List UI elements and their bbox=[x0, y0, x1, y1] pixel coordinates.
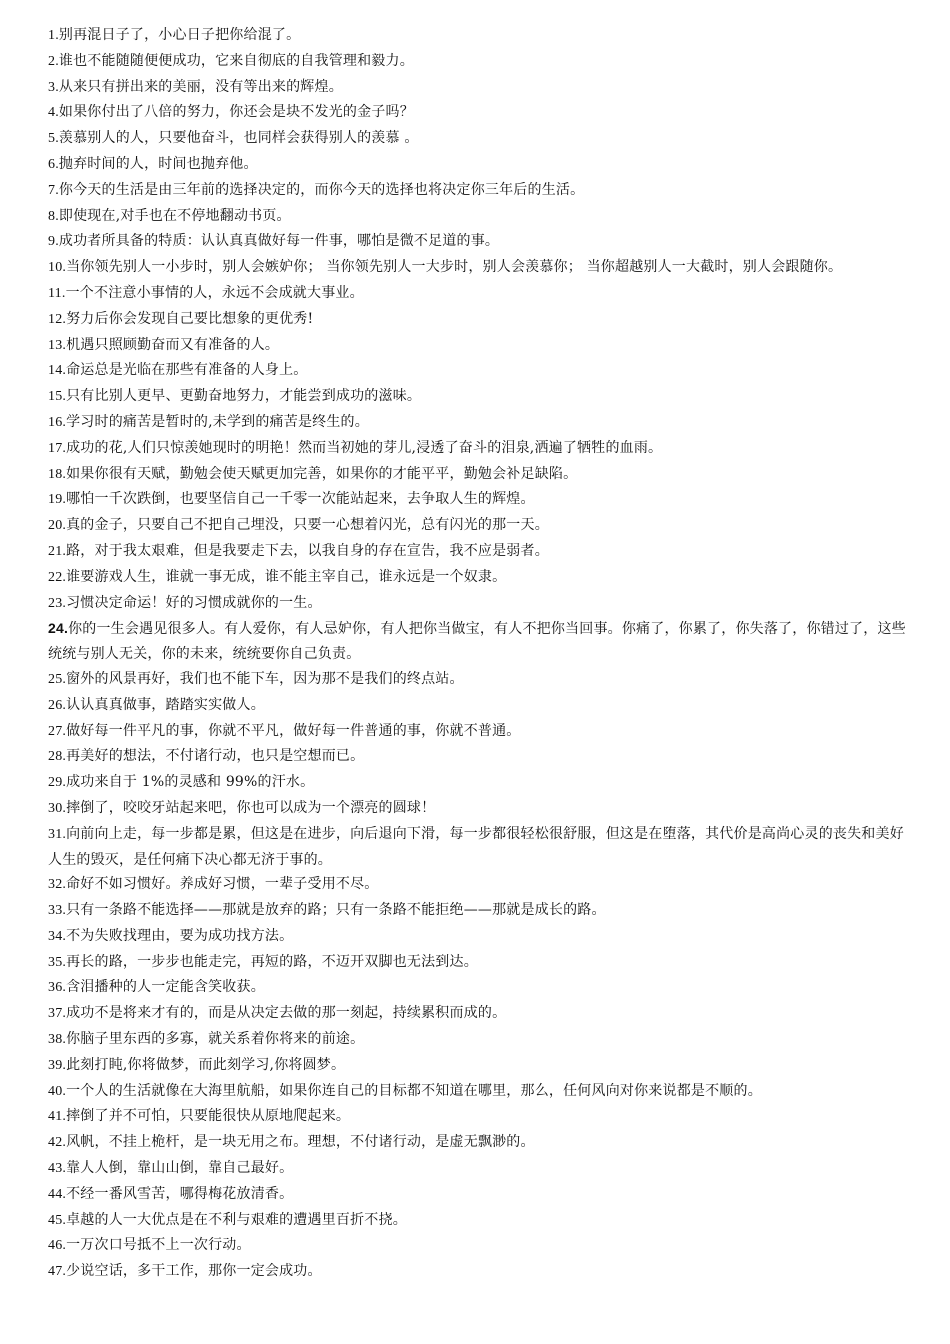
quote-item bbox=[48, 872, 910, 898]
quote-item bbox=[48, 616, 910, 667]
quote-text: 向前向上走，每一步都是累，但这是在进步，向后退向下滑，每一步都很轻松很舒服，但这是在堕落，其代价是高尚心灵的丧失和美好人生的毁灭，是任何痛下决心都无济于事的。 bbox=[48, 825, 904, 868]
quote-item bbox=[48, 1233, 910, 1259]
quote-item bbox=[48, 1053, 910, 1079]
quote-number: 17. bbox=[48, 440, 67, 456]
quote-number: 3. bbox=[48, 79, 59, 95]
quote-number: 10. bbox=[48, 260, 67, 276]
quote-item bbox=[48, 975, 910, 1001]
quote-text: 摔倒了，咬咬牙站起来吧，你也可以成为一个漂亮的圆球！ bbox=[66, 799, 436, 816]
quote-item bbox=[48, 204, 910, 230]
quote-item bbox=[48, 358, 910, 384]
quote-text: 谁要游戏人生，谁就一事无成，谁不能主宰自己，谁永远是一个奴隶。 bbox=[66, 568, 507, 585]
quote-item bbox=[48, 719, 910, 745]
quote-number: 23. bbox=[48, 595, 67, 611]
quote-text: 再长的路，一步步也能走完，再短的路，不迈开双脚也无法到达。 bbox=[66, 953, 478, 970]
quote-item bbox=[48, 384, 910, 410]
quote-number: 38. bbox=[48, 1032, 67, 1048]
quote-number: 43. bbox=[48, 1161, 67, 1177]
quote-text: 摔倒了并不可怕，只要能很快从原地爬起来。 bbox=[66, 1108, 351, 1125]
quote-number: 30. bbox=[48, 800, 67, 816]
quote-text: 靠人人倒，靠山山倒，靠自己最好。 bbox=[66, 1160, 294, 1177]
quote-text: 即使现在,对手也在不停地翻动书页。 bbox=[58, 207, 291, 224]
quote-text: 哪怕一千次跌倒，也要坚信自己一千零一次能站起来，去争取人生的辉煌。 bbox=[66, 491, 535, 508]
quote-item bbox=[48, 822, 910, 873]
quote-number: 5. bbox=[48, 131, 59, 147]
quote-text: 只有比别人更早、更勤奋地努力，才能尝到成功的滋味。 bbox=[66, 388, 422, 405]
quote-item bbox=[48, 796, 910, 822]
quote-text: 真的金子，只要自己不把自己埋没，只要一心想着闪光，总有闪光的那一天。 bbox=[66, 517, 549, 534]
quote-number: 31. bbox=[48, 826, 67, 842]
quote-text: 一个不注意小事情的人，永远不会成就大事业。 bbox=[65, 284, 364, 301]
quote-item bbox=[48, 591, 910, 617]
quote-text: 卓越的人一大优点是在不利与艰难的遭遇里百折不挠。 bbox=[66, 1211, 407, 1228]
quote-text: 别再混日子了，小心日子把你给混了。 bbox=[58, 27, 301, 43]
quote-number: 14. bbox=[48, 363, 67, 379]
quote-item bbox=[48, 75, 910, 101]
quote-number: 26. bbox=[48, 697, 67, 713]
quote-item bbox=[48, 565, 910, 591]
quote-number: 12. bbox=[48, 311, 67, 327]
quote-number: 22. bbox=[48, 569, 67, 585]
quote-text: 成功不是将来才有的，而是从决定去做的那一刻起，持续累积而成的。 bbox=[66, 1005, 507, 1022]
quote-item bbox=[48, 693, 910, 719]
quote-item bbox=[48, 1259, 910, 1285]
quote-number: 28. bbox=[48, 749, 67, 765]
quote-text: 窗外的风景再好，我们也不能下车，因为那不是我们的终点站。 bbox=[66, 670, 464, 687]
quote-item bbox=[48, 744, 910, 770]
quote-item bbox=[48, 178, 910, 204]
quote-text: 一万次口号抵不上一次行动。 bbox=[66, 1237, 251, 1254]
quote-item bbox=[48, 1208, 910, 1234]
quote-number: 20. bbox=[48, 518, 67, 534]
quote-item bbox=[48, 1027, 910, 1053]
quote-text: 谁也不能随随便便成功，它来自彻底的自我管理和毅力。 bbox=[58, 52, 414, 69]
quote-item bbox=[48, 950, 910, 976]
quote-item bbox=[48, 539, 910, 565]
quote-item bbox=[48, 229, 910, 255]
quote-item bbox=[48, 1182, 910, 1208]
quote-item bbox=[48, 513, 910, 539]
quote-number: 6. bbox=[48, 156, 59, 172]
quote-text: 少说空话，多干工作，那你一定会成功。 bbox=[66, 1263, 322, 1280]
quote-item bbox=[48, 1156, 910, 1182]
quote-text: 从来只有拼出来的美丽，没有等出来的辉煌。 bbox=[58, 78, 343, 95]
quote-text: 习惯决定命运！好的习惯成就你的一生。 bbox=[66, 594, 322, 611]
quote-number: 46. bbox=[48, 1238, 67, 1254]
quote-text: 含泪播种的人一定能含笑收获。 bbox=[66, 979, 265, 996]
quote-item bbox=[48, 23, 910, 49]
quote-text: 命好不如习惯好。养成好习惯，一辈子受用不尽。 bbox=[66, 876, 379, 893]
quote-text: 羡慕别人的人，只要他奋斗，也同样会获得别人的羡慕 。 bbox=[58, 130, 419, 147]
quote-number: 21. bbox=[48, 543, 67, 559]
quote-text: 成功来自于 1%的灵感和 99%的汗水。 bbox=[66, 774, 315, 791]
quote-number: 25. bbox=[48, 671, 67, 687]
quote-text: 一个人的生活就像在大海里航船，如果你连自己的目标都不知道在哪里，那么，任何风向对你来说都是不顺的。 bbox=[66, 1082, 762, 1099]
quote-text: 不为失败找理由，要为成功找方法。 bbox=[66, 927, 294, 944]
quote-number: 9. bbox=[48, 234, 59, 250]
quote-number: 8. bbox=[48, 208, 59, 224]
quote-item bbox=[48, 307, 910, 333]
quote-number: 29. bbox=[48, 775, 67, 791]
quote-number: 2. bbox=[48, 53, 59, 69]
quote-number: 41. bbox=[48, 1109, 67, 1125]
quote-item bbox=[48, 898, 910, 924]
quote-number: 32. bbox=[48, 877, 67, 893]
quote-number: 19. bbox=[48, 492, 67, 508]
quote-text: 命运总是光临在那些有准备的人身上。 bbox=[66, 362, 308, 379]
quote-text: 只有一条路不能选择——那就是放弃的路；只有一条路不能拒绝——那就是成长的路。 bbox=[66, 902, 606, 919]
quote-text: 如果你很有天赋，勤勉会使天赋更加完善，如果你的才能平平，勤勉会补足缺陷。 bbox=[66, 465, 578, 482]
quote-text: 成功者所具备的特质：认认真真做好每一件事，哪怕是微不足道的事。 bbox=[58, 233, 500, 250]
quote-item bbox=[48, 1130, 910, 1156]
quote-number: 36. bbox=[48, 980, 67, 996]
quote-item bbox=[48, 100, 910, 126]
quote-number: 18. bbox=[48, 466, 67, 482]
quote-item bbox=[48, 487, 910, 513]
quote-item bbox=[48, 281, 910, 307]
quote-number: 42. bbox=[48, 1135, 67, 1151]
quote-number: 37. bbox=[48, 1006, 67, 1022]
quote-item bbox=[48, 770, 910, 796]
quote-number: 15. bbox=[48, 389, 67, 405]
quote-list bbox=[48, 23, 910, 1285]
quote-text: 再美好的想法，不付诸行动，也只是空想而已。 bbox=[66, 748, 365, 765]
quote-text: 不经一番风雪苦，哪得梅花放清香。 bbox=[66, 1185, 294, 1202]
quote-text: 你今天的生活是由三年前的选择决定的，而你今天的选择也将决定你三年后的生活。 bbox=[58, 181, 585, 198]
quote-text: 当你领先别人一小步时，别人会嫉妒你； 当你领先别人一大步时，别人会羡慕你； 当你超越别人一大截时，别人会跟随你。 bbox=[66, 259, 843, 276]
quote-number: 16. bbox=[48, 414, 67, 430]
quote-item bbox=[48, 1001, 910, 1027]
quote-text: 你的一生会遇见很多人。有人爱你，有人忌妒你，有人把你当做宝，有人不把你当回事。你痛了，你累了，你失落了，你错过了，这些统统与别人无关，你的未来，统统要你自己负责。 bbox=[48, 621, 906, 663]
quote-text: 抛弃时间的人，时间也抛弃他。 bbox=[58, 155, 258, 172]
quote-number: 44. bbox=[48, 1186, 67, 1202]
quote-item bbox=[48, 667, 910, 693]
quote-text: 努力后你会发现自己要比想象的更优秀! bbox=[66, 310, 314, 327]
quote-number: 45. bbox=[48, 1212, 67, 1228]
quote-item bbox=[48, 924, 910, 950]
quote-number: 34. bbox=[48, 928, 67, 944]
quote-text: 机遇只照顾勤奋而又有准备的人。 bbox=[66, 336, 280, 353]
quote-text: 做好每一件平凡的事，你就不平凡，做好每一件普通的事，你就不普通。 bbox=[66, 722, 521, 739]
quote-number: 39. bbox=[48, 1057, 67, 1073]
quote-text: 认认真真做事，踏踏实实做人。 bbox=[66, 696, 265, 713]
quote-text: 成功的花,人们只惊羡她现时的明艳！然而当初她的芽儿,浸透了奋斗的泪泉,洒遍了牺牲的血雨。 bbox=[66, 439, 663, 456]
quote-text: 如果你付出了八倍的努力，你还会是块不发光的金子吗？ bbox=[58, 104, 414, 121]
quote-item bbox=[48, 126, 910, 152]
quote-number: 47. bbox=[48, 1264, 67, 1280]
quote-number: 7. bbox=[48, 182, 59, 198]
quote-number: 40. bbox=[48, 1083, 67, 1099]
quote-number: 11. bbox=[48, 285, 66, 301]
quote-text: 此刻打盹,你将做梦，而此刻学习,你将圆梦。 bbox=[66, 1056, 346, 1073]
quote-number: 1. bbox=[48, 28, 59, 43]
quote-item bbox=[48, 1079, 910, 1105]
quote-item bbox=[48, 152, 910, 178]
quote-text: 你脑子里东西的多寡，就关系着你将来的前途。 bbox=[66, 1031, 365, 1048]
quote-number: 27. bbox=[48, 723, 67, 739]
quote-number: 24. bbox=[48, 620, 69, 637]
quote-number: 33. bbox=[48, 903, 67, 919]
quote-number: 4. bbox=[48, 105, 59, 121]
quote-number: 13. bbox=[48, 337, 67, 353]
quote-text: 路，对于我太艰难，但是我要走下去，以我自身的存在宣告，我不应是弱者。 bbox=[66, 542, 549, 559]
quote-item bbox=[48, 410, 910, 436]
quote-item bbox=[48, 1104, 910, 1130]
quote-item bbox=[48, 49, 910, 75]
quote-item bbox=[48, 333, 910, 359]
quote-number: 35. bbox=[48, 954, 67, 970]
quote-item bbox=[48, 462, 910, 488]
quote-item bbox=[48, 436, 910, 462]
quote-text: 风帆，不挂上桅杆，是一块无用之布。理想，不付诸行动，是虚无飘渺的。 bbox=[66, 1134, 535, 1151]
quote-item bbox=[48, 255, 910, 281]
quote-text: 学习时的痛苦是暂时的,未学到的痛苦是终生的。 bbox=[66, 413, 369, 430]
